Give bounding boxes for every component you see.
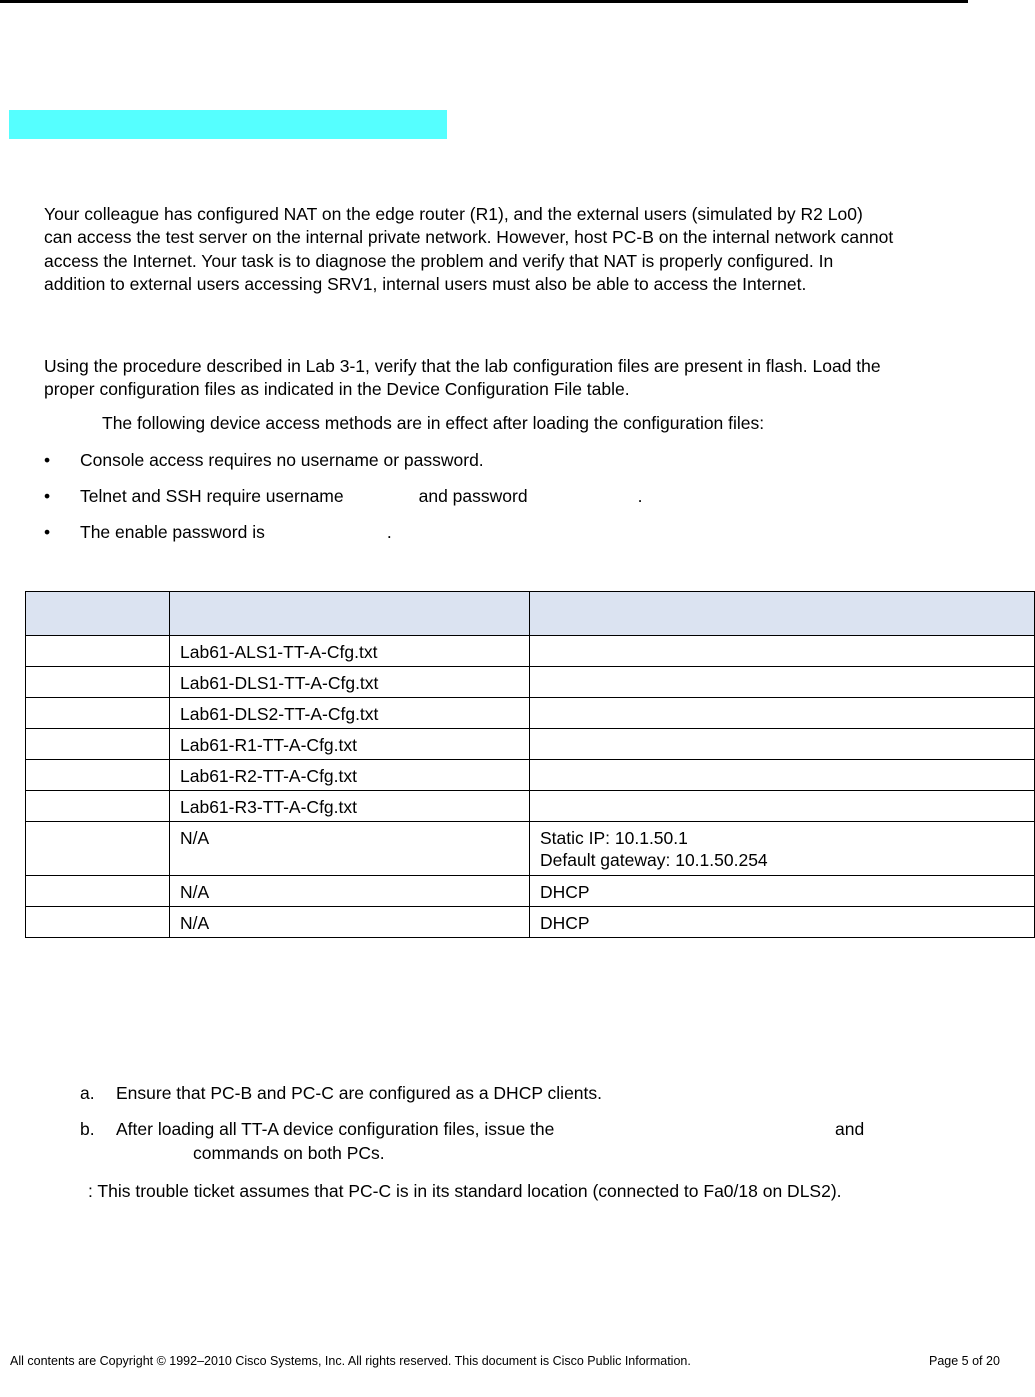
description-cell: DHCP	[530, 907, 1035, 938]
file-cell: Lab61-R3-TT-A-Cfg.txt	[170, 791, 530, 822]
scenario-line: can access the test server on the internal private network. However, host PC-B on the internal network cannot	[44, 227, 894, 248]
description-cell	[530, 760, 1035, 791]
device-cell	[26, 907, 170, 938]
bullet-text: .	[637, 486, 643, 506]
file-cell: N/A	[170, 822, 530, 876]
bullet-telnet-ssh	[80, 486, 642, 507]
bullet-icon: •	[44, 522, 51, 542]
file-cell: Lab61-R2-TT-A-Cfg.txt	[170, 760, 530, 791]
footer-page-number: Page 5 of 20	[929, 1354, 1000, 1368]
table-row	[26, 729, 1035, 760]
bullet-text: .	[386, 522, 392, 542]
setup-line: proper configuration files as indicated in the Device Configuration File table.	[44, 379, 630, 400]
device-cell	[26, 822, 170, 876]
scenario-line: access the Internet. Your task is to diagnose the problem and verify that NAT is properly configured. In	[44, 250, 834, 271]
description-cell	[530, 729, 1035, 760]
step-b-text: After loading all TT-A device configuration files, issue the	[116, 1119, 555, 1139]
description-cell	[530, 636, 1035, 667]
bullet-enable	[80, 522, 392, 543]
file-cell: N/A	[170, 907, 530, 938]
scenario-line: Your colleague has configured NAT on the edge router (R1), and the external users (simulated by R2 Lo0)	[44, 204, 863, 224]
table-row	[26, 667, 1035, 698]
step-b-and: and	[835, 1119, 865, 1139]
file-cell: N/A	[170, 876, 530, 907]
table-row	[26, 791, 1035, 822]
bullet-text: The enable password is	[80, 522, 265, 542]
table-header-cell	[530, 592, 1035, 636]
table-row	[26, 907, 1035, 938]
trouble-ticket-note: : This trouble ticket assumes that PC-C is in its standard location (connected to Fa0/18 on DLS2).	[88, 1181, 842, 1201]
table-header-row	[26, 592, 1035, 636]
step-b-text-cont: commands on both PCs.	[193, 1143, 385, 1163]
device-cell	[26, 791, 170, 822]
bullet-text: Telnet and SSH require username	[80, 486, 344, 506]
device-config-table	[25, 591, 1035, 938]
step-b-marker: b.	[80, 1119, 95, 1139]
device-cell	[26, 667, 170, 698]
step-a-text: Ensure that PC-B and PC-C are configured as a DHCP clients.	[116, 1083, 603, 1103]
table-row	[26, 760, 1035, 791]
file-cell: Lab61-ALS1-TT-A-Cfg.txt	[170, 636, 530, 667]
step-a-marker: a.	[80, 1083, 95, 1103]
setup-line: Using the procedure described in Lab 3-1, verify that the lab configuration files are present in flash. Load the	[44, 356, 881, 376]
table-header-cell	[26, 592, 170, 636]
file-cell: Lab61-DLS2-TT-A-Cfg.txt	[170, 698, 530, 729]
section-heading-highlight	[9, 110, 447, 139]
device-cell	[26, 698, 170, 729]
description-cell	[530, 698, 1035, 729]
bullet-console	[80, 450, 484, 471]
description-cell	[530, 791, 1035, 822]
scenario-paragraph	[44, 203, 1029, 296]
table-row	[26, 698, 1035, 729]
access-methods-note: The following device access methods are in effect after loading the configuration files:	[102, 413, 765, 433]
bullet-text: Console access requires no username or password.	[80, 450, 484, 470]
description-cell	[530, 667, 1035, 698]
description-line: Static IP: 10.1.50.1	[540, 828, 688, 848]
device-cell	[26, 876, 170, 907]
device-cell	[26, 760, 170, 791]
table-header-cell	[170, 592, 530, 636]
description-line: Default gateway: 10.1.50.254	[540, 850, 768, 870]
bullet-text: and password	[418, 486, 528, 506]
description-cell: DHCP	[530, 876, 1035, 907]
bullet-icon: •	[44, 486, 51, 506]
file-cell: Lab61-DLS1-TT-A-Cfg.txt	[170, 667, 530, 698]
setup-paragraph	[44, 355, 1029, 402]
table-row	[26, 636, 1035, 667]
footer-copyright: All contents are Copyright © 1992–2010 Cisco Systems, Inc. All rights reserved. This document is Cisco Public Information.	[10, 1354, 691, 1368]
table-row	[26, 822, 1035, 876]
file-cell: Lab61-R1-TT-A-Cfg.txt	[170, 729, 530, 760]
bullet-icon: •	[44, 450, 51, 470]
description-cell	[530, 822, 1035, 876]
device-cell	[26, 636, 170, 667]
scenario-line: addition to external users accessing SRV1, internal users must also be able to access the Internet.	[44, 273, 807, 294]
device-cell	[26, 729, 170, 760]
top-rule	[0, 0, 968, 3]
table-row	[26, 876, 1035, 907]
